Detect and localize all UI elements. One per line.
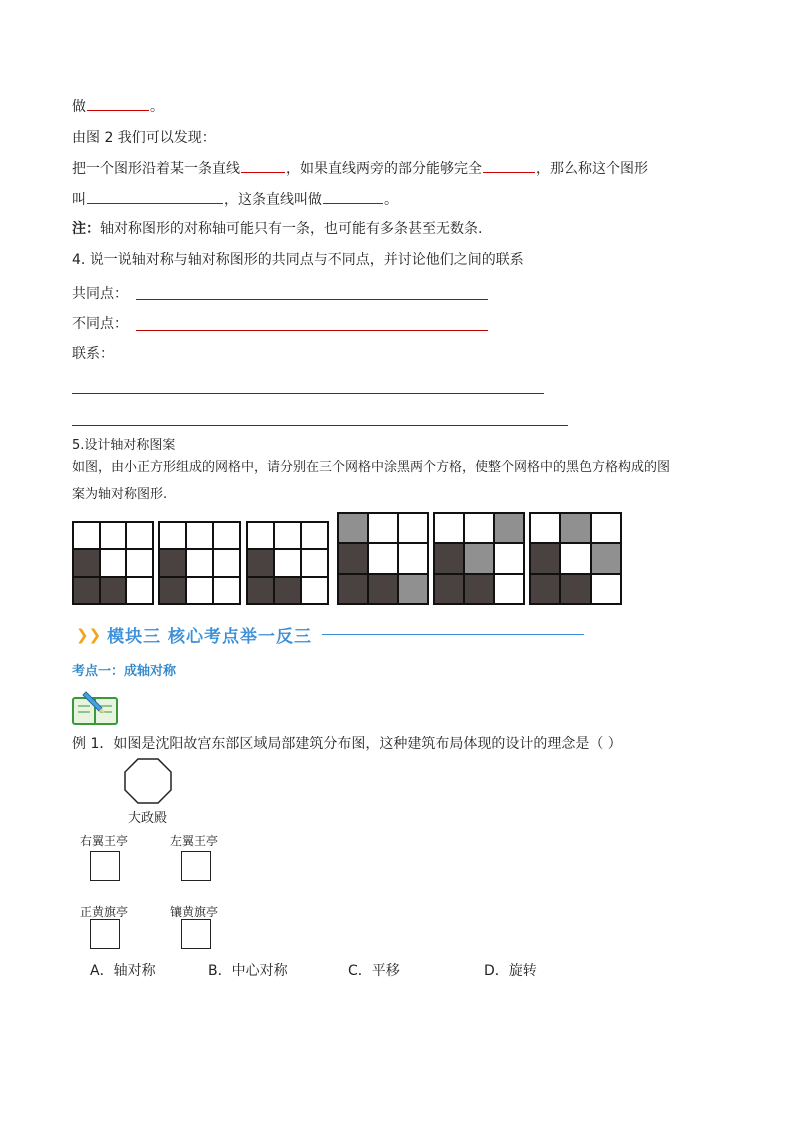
option-b[interactable]: B．中心对称: [208, 963, 288, 979]
question-4: 4. 说一说轴对称与轴对称图形的共同点与不同点，并讨论他们之间的联系: [72, 252, 524, 268]
grid-cell[interactable]: [369, 575, 397, 603]
grid-cell[interactable]: [339, 575, 367, 603]
grid-cell[interactable]: [531, 514, 559, 542]
grid-cell[interactable]: [435, 575, 463, 603]
question-5-line-2: 案为轴对称图形.: [72, 487, 168, 502]
note-text: 轴对称图形的对称轴可能只有一条，也可能有多条甚至无数条.: [100, 221, 483, 237]
grid-cell[interactable]: [339, 514, 367, 542]
grid-cell[interactable]: [214, 578, 239, 603]
diff-label: 不同点：: [72, 316, 128, 332]
module-header: [76, 622, 584, 647]
line-1: [72, 96, 164, 117]
grid-cell[interactable]: [369, 514, 397, 542]
grid-cell[interactable]: [127, 523, 152, 548]
grid-cell[interactable]: [275, 550, 300, 575]
line-4-b: ，这条直线叫做: [224, 192, 322, 208]
box-right-wing: [90, 851, 120, 881]
grid-cell[interactable]: [248, 550, 273, 575]
common-answer-line[interactable]: [136, 299, 488, 300]
grid-cell[interactable]: [101, 523, 126, 548]
grid-cell[interactable]: [495, 514, 523, 542]
grid-cell[interactable]: [561, 575, 589, 603]
option-a[interactable]: A．轴对称: [90, 963, 156, 979]
line-3-a: 把一个图形沿着某一条直线: [72, 161, 240, 177]
box-xianghuang: [181, 919, 211, 949]
grid-cell[interactable]: [531, 544, 559, 572]
common-label: 共同点：: [72, 286, 128, 302]
option-d[interactable]: D．旋转: [484, 963, 537, 979]
grid-cell[interactable]: [214, 523, 239, 548]
label-xianghuang: 镶黄旗亭: [170, 905, 219, 919]
grid-cell[interactable]: [302, 523, 327, 548]
grid-cell[interactable]: [495, 544, 523, 572]
line-3-c: ，那么称这个图形: [536, 161, 648, 177]
grid-cell[interactable]: [531, 575, 559, 603]
grid-cell[interactable]: [369, 544, 397, 572]
label-center-hall: 大政殿: [128, 811, 168, 826]
grid-2: [158, 521, 241, 605]
line-3-b: ，如果直线两旁的部分能够完全: [286, 161, 482, 177]
grid-4: [337, 512, 429, 605]
grid-cell[interactable]: [187, 523, 212, 548]
grid-cell[interactable]: [399, 544, 427, 572]
grid-cell[interactable]: [561, 514, 589, 542]
grid-cell[interactable]: [302, 550, 327, 575]
blank-3[interactable]: [483, 158, 535, 173]
label-right-wing: 右翼王亭: [80, 834, 129, 848]
blank-1[interactable]: [87, 96, 149, 111]
grid-cell[interactable]: [275, 578, 300, 603]
grid-cell[interactable]: [302, 578, 327, 603]
line-1-suffix: 。: [150, 99, 164, 115]
grid-cell[interactable]: [101, 550, 126, 575]
line-4-a: 叫: [72, 192, 86, 208]
grid-cell[interactable]: [160, 578, 185, 603]
grid-cell[interactable]: [592, 544, 620, 572]
grid-cell[interactable]: [160, 523, 185, 548]
double-chevron-icon: ❯❯: [76, 625, 102, 644]
label-left-wing: 左翼王亭: [170, 834, 219, 848]
grid-cell[interactable]: [561, 544, 589, 572]
grid-cell[interactable]: [248, 523, 273, 548]
note-label: 注：: [72, 221, 100, 237]
note-line: [72, 219, 482, 239]
grid-3: [246, 521, 329, 605]
grid-cell[interactable]: [592, 575, 620, 603]
grid-cell[interactable]: [399, 514, 427, 542]
grid-cell[interactable]: [248, 578, 273, 603]
grid-cell[interactable]: [339, 544, 367, 572]
blank-4[interactable]: [87, 189, 223, 204]
grid-cell[interactable]: [74, 523, 99, 548]
label-zhenghuang: 正黄旗亭: [80, 905, 129, 919]
line-4-c: 。: [384, 192, 398, 208]
relation-answer-line-2[interactable]: [72, 425, 568, 426]
grid-cell[interactable]: [187, 578, 212, 603]
grid-cell[interactable]: [74, 578, 99, 603]
question-5-title: 5.设计轴对称图案: [72, 438, 176, 453]
example-1-text: 例 1．如图是沈阳故宫东部区域局部建筑分布图，这种建筑布局体现的设计的理念是（ ）: [72, 736, 622, 752]
box-left-wing: [181, 851, 211, 881]
octagon-shape: [124, 758, 172, 804]
grid-cell[interactable]: [435, 544, 463, 572]
grid-cell[interactable]: [465, 575, 493, 603]
grid-5: [433, 512, 525, 605]
module-rule: [322, 634, 584, 635]
grid-cell[interactable]: [495, 575, 523, 603]
option-c[interactable]: C．平移: [348, 963, 400, 979]
grid-cell[interactable]: [465, 514, 493, 542]
grid-cell[interactable]: [275, 523, 300, 548]
grid-cell[interactable]: [592, 514, 620, 542]
grid-6: [529, 512, 622, 605]
grid-cell[interactable]: [399, 575, 427, 603]
grid-cell[interactable]: [160, 550, 185, 575]
grid-cell[interactable]: [435, 514, 463, 542]
grid-1: [72, 521, 154, 605]
grid-cell[interactable]: [74, 550, 99, 575]
grid-cell[interactable]: [187, 550, 212, 575]
module-title: 模块三 核心考点举一反三: [107, 627, 313, 647]
grid-cell[interactable]: [214, 550, 239, 575]
question-5-line-1: 如图，由小正方形组成的网格中，请分别在三个网格中涂黑两个方格，使整个网格中的黑色方格构成的图: [72, 460, 671, 475]
grid-cell[interactable]: [127, 550, 152, 575]
box-zhenghuang: [90, 919, 120, 949]
line-3: [72, 158, 648, 179]
line-1-prefix: 做: [72, 99, 86, 115]
grid-cell[interactable]: [101, 578, 126, 603]
relation-answer-line-1[interactable]: [72, 393, 544, 394]
line-4: [72, 189, 398, 210]
kaodian-label: 考点一：成轴对称: [72, 664, 177, 679]
blank-2[interactable]: [241, 158, 285, 173]
line-2: 由图 2 我们可以发现：: [72, 130, 216, 146]
blank-5[interactable]: [323, 189, 383, 204]
grid-cell[interactable]: [127, 578, 152, 603]
book-pencil-icon: [72, 688, 118, 726]
grid-cell[interactable]: [465, 544, 493, 572]
relation-label: 联系：: [72, 346, 114, 362]
diff-answer-line[interactable]: [136, 330, 488, 331]
